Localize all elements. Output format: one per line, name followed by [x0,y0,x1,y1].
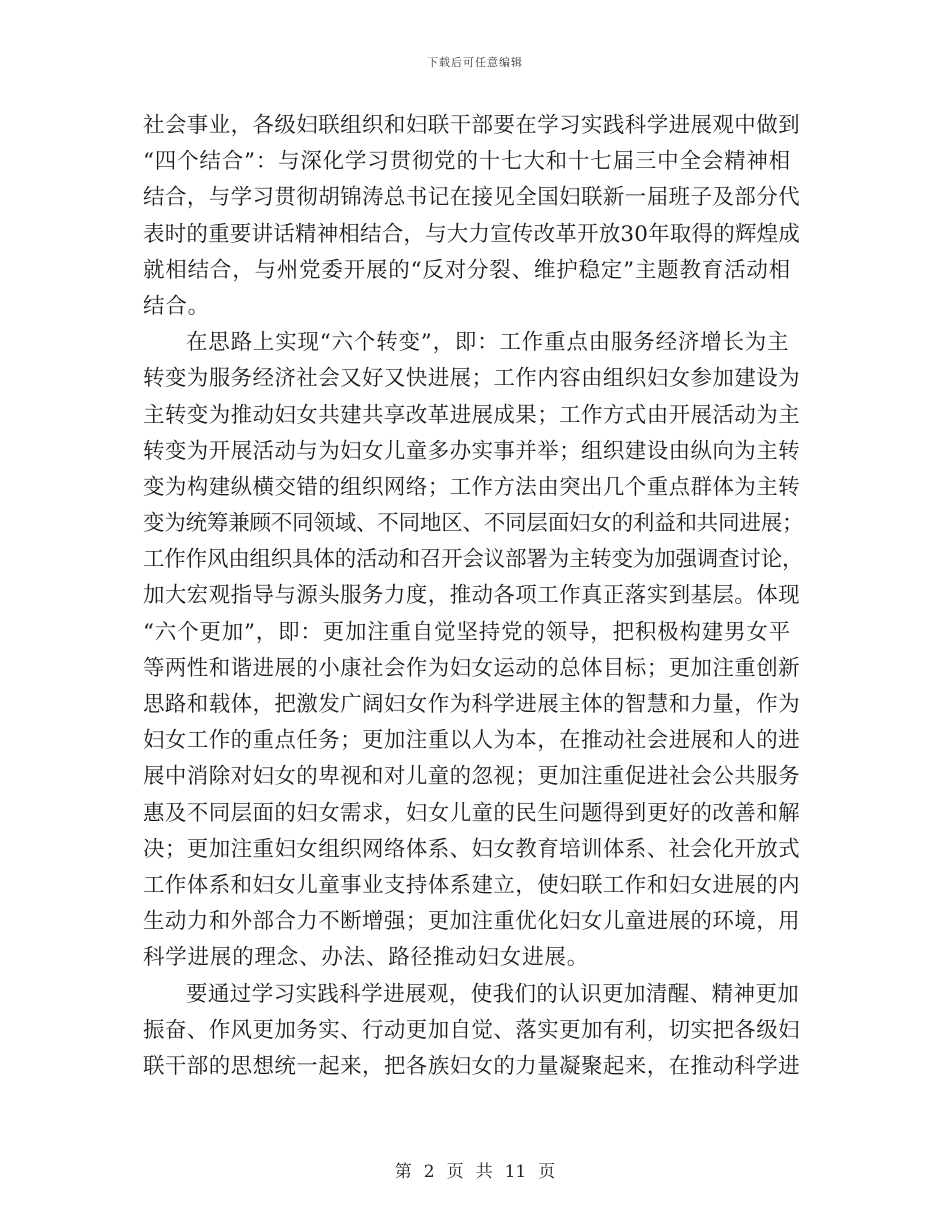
text-line: 工作体系和妇女儿童事业支持体系建立，使妇联工作和妇女进展的内 [143,872,801,898]
document-body [143,108,803,1085]
text-line: 思路和载体，把激发广阔妇女作为科学进展主体的智慧和力量，作为 [143,692,801,717]
footer-label-gong: 共 [475,1162,493,1182]
text-line: 工作作风由组织具体的活动和召开会议部署为主转变为加强调查讨论， [143,547,804,573]
text-line: 加大宏观指导与源头服务力度，推动各项工作真正落实到基层。体现 [143,583,801,609]
footer-label-di: 第 [394,1162,412,1182]
text-line: 在思路上实现“六个转变”，即：工作重点由服务经济增长为主 [186,330,790,356]
text-line: 结合。 [143,293,210,319]
text-line: 振奋、作风更加务实、行动更加自觉、落实更加有利，切实把各级妇 [143,1017,801,1043]
text-line: 变为构建纵横交错的组织网络；工作方法由突出几个重点群体为主转 [143,474,801,500]
text-line: 要通过学习实践科学进展观，使我们的认识更加清醒、精神更加 [186,981,800,1007]
page-header-note: 下载后可任意编辑 [427,56,523,69]
text-line: 妇女工作的重点任务；更加注重以人为本，在推动社会进展和人的进 [143,728,801,754]
text-line: 等两性和谐进展的小康社会作为妇女运动的总体目标；更加注重创新 [143,655,801,681]
text-line: 表时的重要讲话精神相结合，与大力宣传改革开放30年取得的辉煌成 [143,221,801,247]
footer-label-ye: 页 [446,1162,464,1182]
footer-total-pages: 11 [504,1162,527,1182]
text-line: 变为统筹兼顾不同领域、不同地区、不同层面妇女的利益和共同进展； [143,511,804,537]
text-line: 转变为开展活动与为妇女儿童多办实事并举；组织建设由纵向为主转 [143,438,801,464]
text-line: 结合，与学习贯彻胡锦涛总书记在接见全国妇联新一届班子及部分代 [143,185,801,211]
text-line: 社会事业，各级妇联组织和妇联干部要在学习实践科学进展观中做到 [143,113,801,138]
text-line: “六个更加”，即：更加注重自觉坚持党的领导，把积极构建男女平 [143,619,791,645]
text-line: 就相结合，与州党委开展的“反对分裂、维护稳定”主题教育活动相 [143,257,791,283]
text-line: 主转变为推动妇女共建共享改革进展成果；工作方式由开展活动为主 [143,402,801,428]
footer-current-page: 2 [423,1162,435,1182]
text-line: 科学进展的理念、办法、路径推动妇女进展。 [143,945,590,971]
text-line: 联干部的思想统一起来，把各族妇女的力量凝聚起来，在推动科学进 [143,1053,801,1079]
text-line: 生动力和外部合力不断增强；更加注重优化妇女儿童进展的环境，用 [143,909,801,935]
text-line: 转变为服务经济社会又好又快进展；工作内容由组织妇女参加建设为 [143,366,801,392]
text-line: 决；更加注重妇女组织网络体系、妇女教育培训体系、社会化开放式 [143,836,801,862]
text-line: “四个结合”：与深化学习贯彻党的十七大和十七届三中全会精神相 [143,149,791,175]
text-line: 惠及不同层面的妇女需求，妇女儿童的民生问题得到更好的改善和解 [143,800,801,826]
text-line: 展中消除对妇女的卑视和对儿童的忽视；更加注重促进社会公共服务 [143,764,801,790]
footer-label-ye2: 页 [538,1162,556,1182]
page-footer [0,1157,950,1182]
